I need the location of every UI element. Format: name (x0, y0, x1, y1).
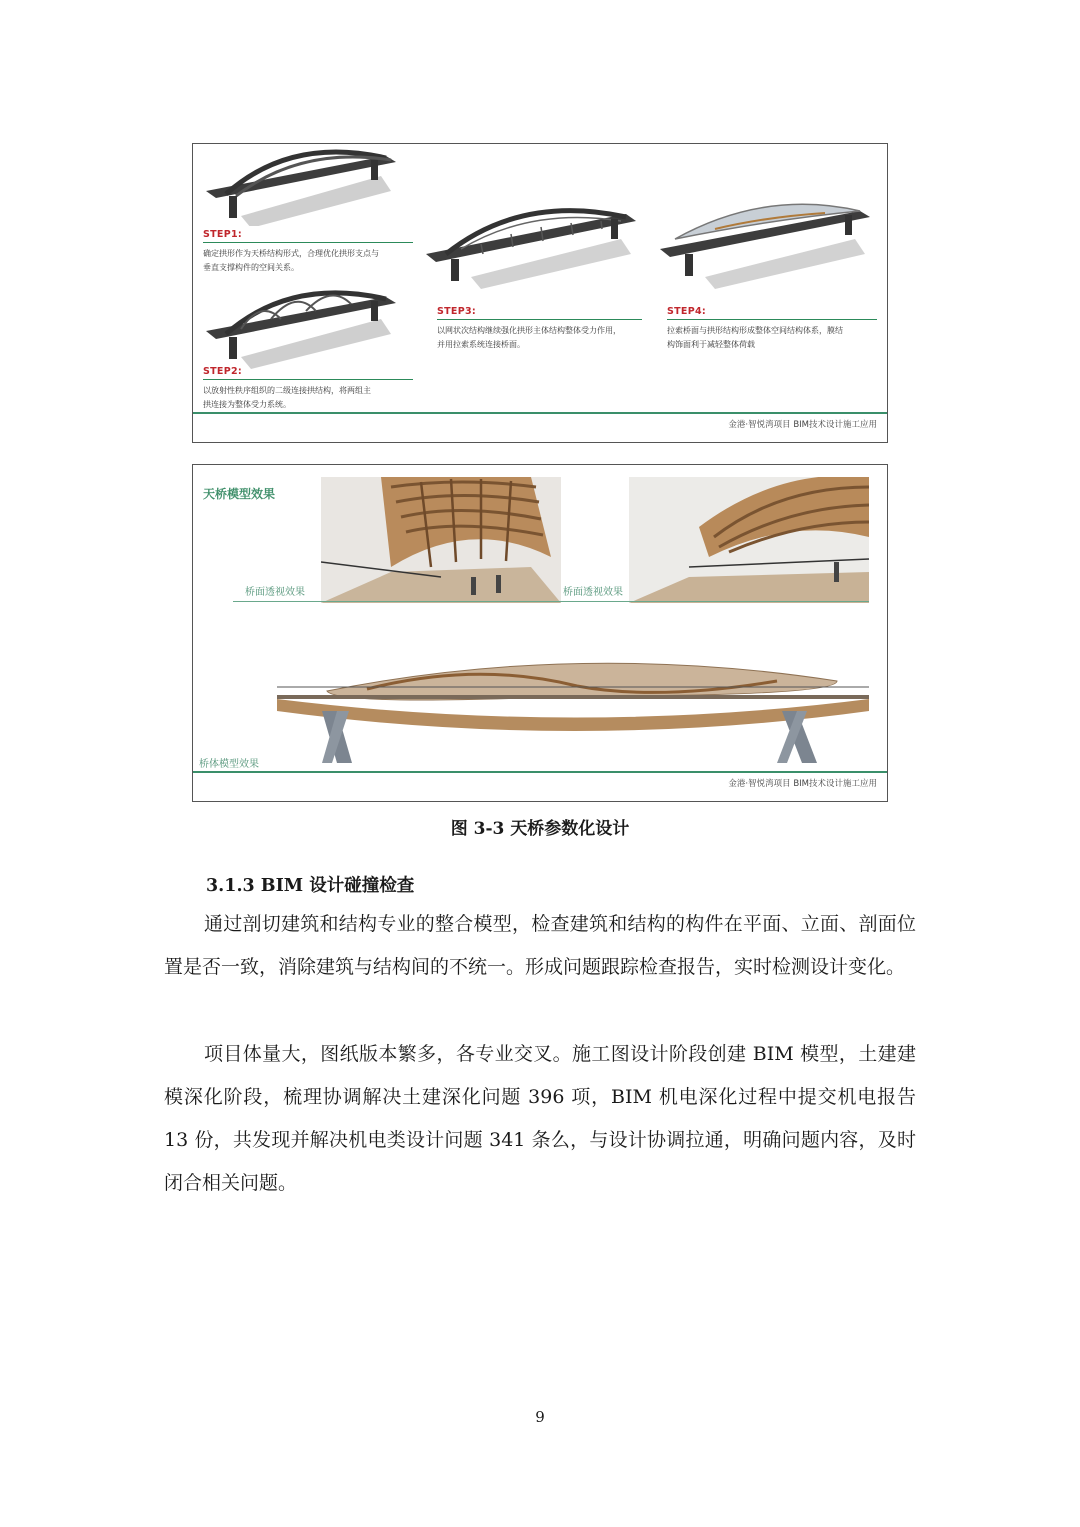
deck-label-rule-right (553, 601, 869, 602)
deck-perspective-render-right (629, 477, 869, 603)
bridge-step2-illustration (201, 289, 401, 369)
step3-rule (437, 319, 642, 320)
step1-title: STEP1: (203, 229, 242, 240)
bridge-elevation-render (277, 651, 869, 763)
panel2-footer-rule (193, 771, 887, 773)
step2-rule (203, 379, 413, 380)
deck-perspective-render-left (321, 477, 561, 603)
step3-line2: 并用拉索系统连接桥面。 (437, 340, 525, 350)
panel2-footer-text: 金港·智悦湾项目 BIM技术设计施工应用 (728, 779, 877, 789)
figure-caption: 图 3-3 天桥参数化设计 (450, 819, 630, 839)
step2-line1: 以放射性秩序组织的二级连接拱结构，将两组主 (203, 386, 371, 396)
figure-steps-panel (192, 143, 888, 443)
deck-perspective-label-left: 桥面透视效果 (245, 587, 305, 598)
panel1-footer-text: 金港·智悦湾项目 BIM技术设计施工应用 (728, 420, 877, 430)
step4-block (667, 306, 877, 352)
step3-line1: 以网状次结构继续强化拱形主体结构整体受力作用， (437, 326, 621, 336)
step1-line1: 确定拱形作为天桥结构形式，合理优化拱形支点与 (203, 249, 379, 259)
step4-rule (667, 319, 877, 320)
bridge-model-label: 桥体模型效果 (199, 759, 259, 770)
step3-block (437, 306, 642, 352)
model-effects-title: 天桥模型效果 (203, 487, 276, 501)
section-heading: 3.1.3 BIM 设计碰撞检查 (206, 876, 415, 896)
paragraph-2: 项目体量大，图纸版本繁多，各专业交叉。施工图设计阶段创建 BIM 模型，土建建模深化阶段，梳理协调解决土建深化问题 396 项，BIM 机电深化过程中提交机电报告 13 份，共发现并解决机电类设计问题 341 条么，与设计协调拉通，明确问题内容，及时闭合相关问题。 (164, 1043, 916, 1194)
deck-perspective-label-right: 桥面透视效果 (563, 587, 623, 598)
step4-line1: 拉索桥面与拱形结构形成整体空间结构体系，膜结 (667, 326, 843, 336)
step2-title: STEP2: (203, 366, 242, 377)
step4-title: STEP4: (667, 306, 706, 317)
step1-line2: 垂直支撑构件的空间关系。 (203, 263, 299, 273)
panel1-footer-rule (193, 412, 887, 414)
bridge-step1-illustration (201, 146, 401, 226)
deck-label-rule-left (233, 601, 603, 602)
bridge-step3-illustration (421, 199, 641, 289)
step4-line2: 构饰面利于减轻整体荷载 (667, 340, 755, 350)
step1-block (203, 229, 413, 275)
step2-line2: 拱连接为整体受力系统。 (203, 400, 291, 410)
paragraph-1: 通过剖切建筑和结构专业的整合模型，检查建筑和结构的构件在平面、立面、剖面位置是否一致，消除建筑与结构间的不统一。形成问题跟踪检查报告，实时检测设计变化。 (164, 913, 916, 978)
step2-block (203, 366, 413, 412)
step1-rule (203, 242, 413, 243)
figure-model-effects-panel (192, 464, 888, 802)
bridge-step4-illustration (655, 199, 875, 289)
page-number: 9 (535, 1408, 545, 1426)
step3-title: STEP3: (437, 306, 476, 317)
